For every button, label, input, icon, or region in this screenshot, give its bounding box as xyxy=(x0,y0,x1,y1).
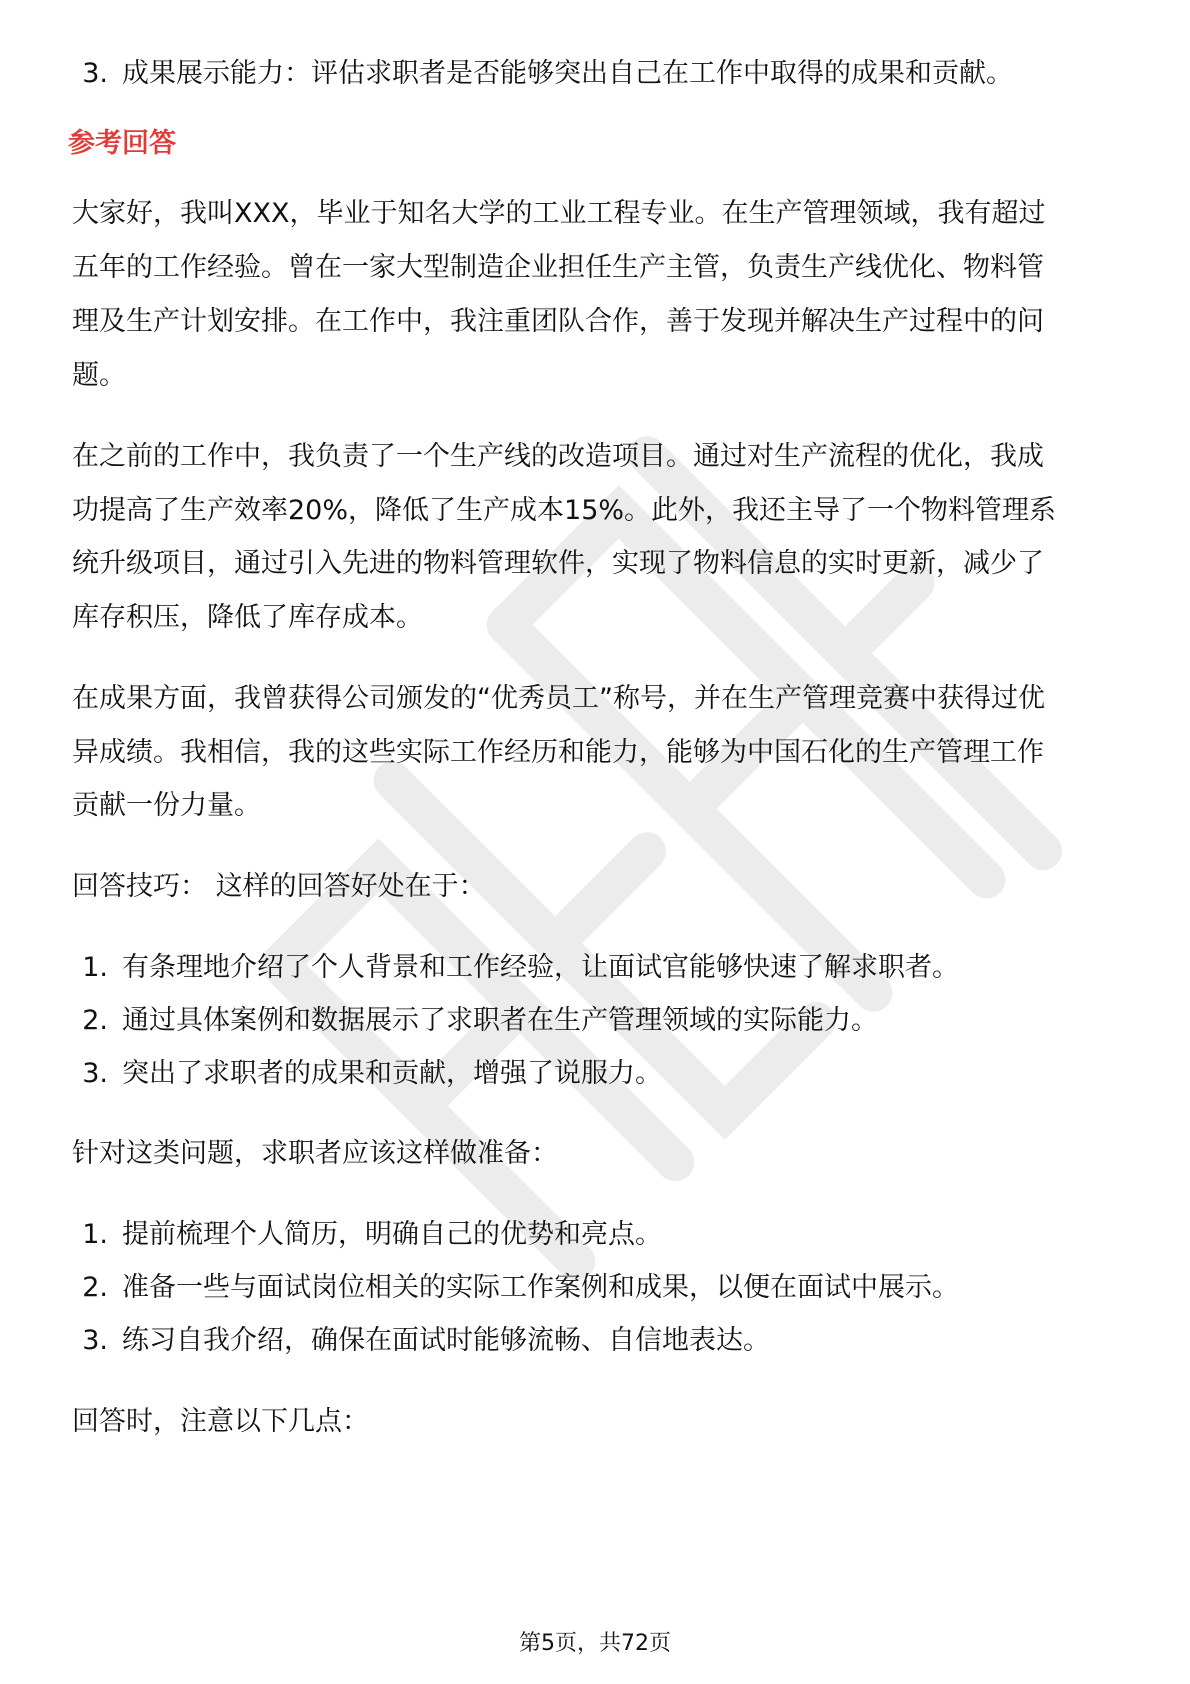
paragraph-line: 理及生产计划安排。在工作中，我注重团队合作，善于发现并解决生产过程中的问 xyxy=(72,306,1044,337)
list-number: 3. xyxy=(82,58,108,89)
list-text: 突出了求职者的成果和贡献，增强了说服力。 xyxy=(122,1058,662,1089)
paragraph-line: 题。 xyxy=(72,360,126,391)
paragraph-line: 库存积压，降低了库存成本。 xyxy=(72,602,423,633)
paragraph-line: 功提高了生产效率20%，降低了生产成本15%。此外，我还主导了一个物料管理系 xyxy=(72,495,1057,526)
note-heading: 回答时，注意以下几点： xyxy=(72,1406,369,1437)
paragraph-line: 统升级项目，通过引入先进的物料管理软件，实现了物料信息的实时更新，减少了 xyxy=(72,548,1044,579)
list-item xyxy=(72,1270,959,1306)
list-item xyxy=(72,1323,770,1359)
tips-heading: 回答技巧： 这样的回答好处在于： xyxy=(72,871,486,902)
list-number: 2. xyxy=(82,1272,108,1303)
paragraph-line: 五年的工作经验。曾在一家大型制造企业担任生产主管，负责生产线优化、物料管 xyxy=(72,252,1044,283)
list-text: 通过具体案例和数据展示了求职者在生产管理领域的实际能力。 xyxy=(122,1005,878,1036)
list-text: 准备一些与面试岗位相关的实际工作案例和成果，以便在面试中展示。 xyxy=(122,1272,959,1303)
list-item xyxy=(72,1056,662,1092)
list-text: 成果展示能力：评估求职者是否能够突出自己在工作中取得的成果和贡献。 xyxy=(122,58,1013,89)
list-number: 1. xyxy=(82,952,108,983)
paragraph-line: 贡献一份力量。 xyxy=(72,790,261,821)
list-item xyxy=(72,1217,662,1253)
list-number: 3. xyxy=(82,1325,108,1356)
page-footer: 第5页，共72页 xyxy=(519,1631,671,1656)
list-text: 提前梳理个人简历，明确自己的优势和亮点。 xyxy=(122,1219,662,1250)
top-list-item xyxy=(72,56,1013,92)
list-item xyxy=(72,1003,878,1039)
list-number: 3. xyxy=(82,1058,108,1089)
list-item xyxy=(72,950,959,986)
paragraph-line: 在之前的工作中，我负责了一个生产线的改造项目。通过对生产流程的优化，我成 xyxy=(72,441,1044,472)
paragraph-line: 在成果方面，我曾获得公司颁发的“优秀员工”称号，并在生产管理竞赛中获得过优 xyxy=(72,683,1045,714)
paragraph-line: 异成绩。我相信，我的这些实际工作经历和能力，能够为中国石化的生产管理工作 xyxy=(72,737,1044,768)
list-text: 练习自我介绍，确保在面试时能够流畅、自信地表达。 xyxy=(122,1325,770,1356)
prep-heading: 针对这类问题，求职者应该这样做准备： xyxy=(72,1138,558,1169)
paragraph-line: 大家好，我叫XXX，毕业于知名大学的工业工程专业。在生产管理领域，我有超过 xyxy=(72,198,1046,229)
answer-heading: 参考回答 xyxy=(68,128,176,159)
list-number: 2. xyxy=(82,1005,108,1036)
list-number: 1. xyxy=(82,1219,108,1250)
list-text: 有条理地介绍了个人背景和工作经验，让面试官能够快速了解求职者。 xyxy=(122,952,959,983)
